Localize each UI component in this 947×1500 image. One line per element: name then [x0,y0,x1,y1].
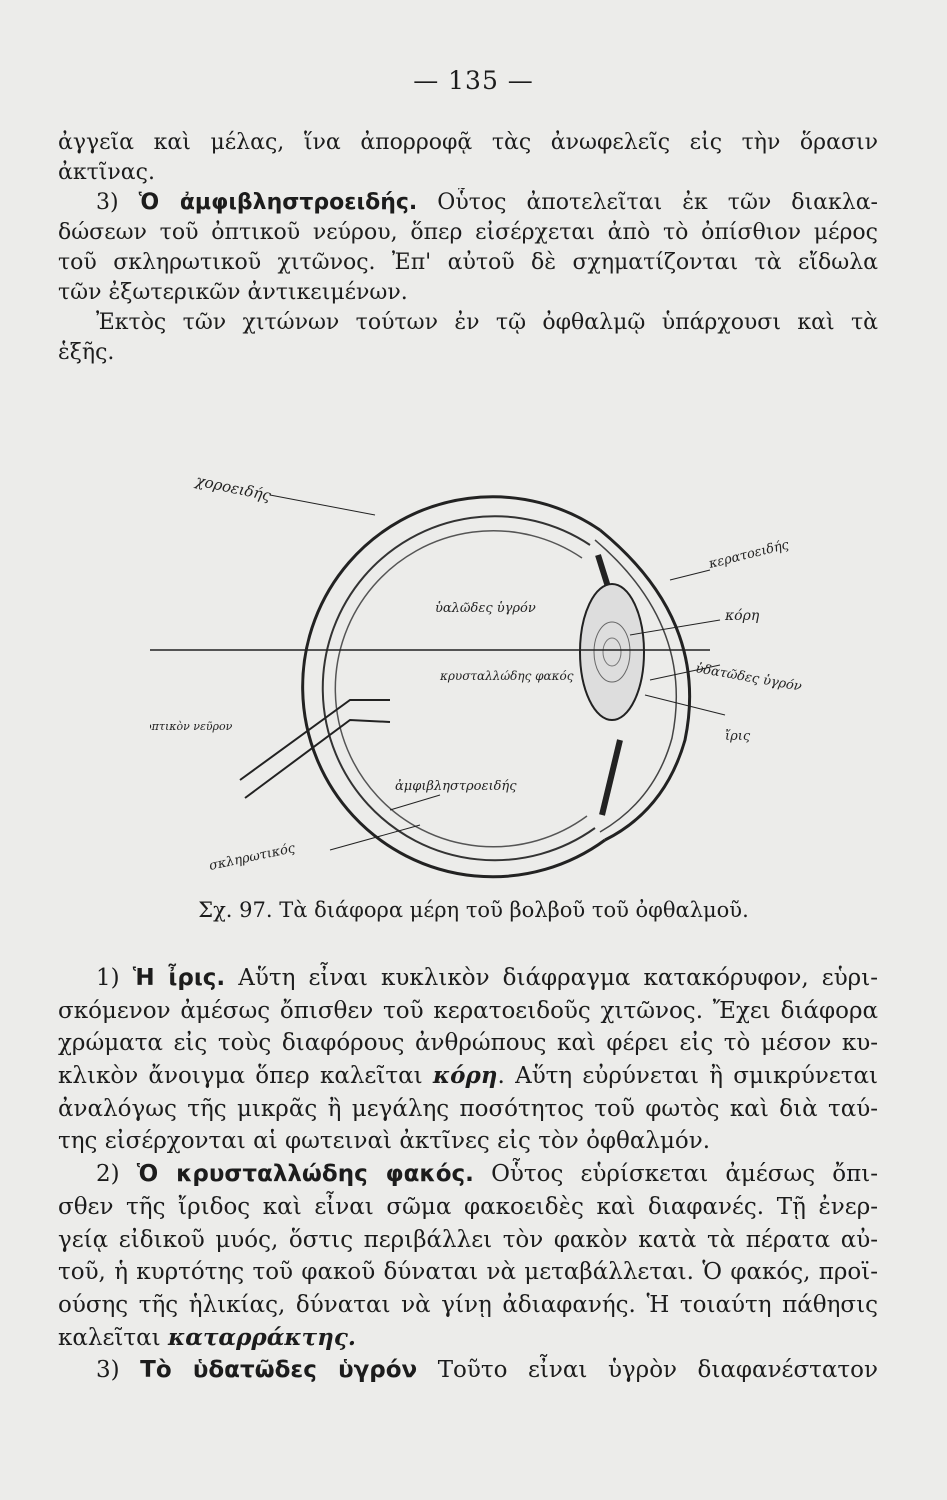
label-vitreous: ὑαλῶδες ὑγρόν [435,601,536,616]
text-line: τοῦ σκληρωτικοῦ χιτῶνος. Ἐπ' αὐτοῦ δὲ σχηματίζονται τὰ εἴδωλα [58,250,878,275]
leader-line [330,825,420,850]
text-line: σθεν τῆς ἴριδος καὶ εἶναι σῶμα φακοειδὲς καὶ διαφανές. Τῇ ἐνερ- [58,1193,878,1220]
bottom-paragraphs [58,962,878,1387]
page-number: — 135 — [413,66,534,95]
text-line: τῶν ἐξωτερικῶν ἀντικειμένων. [58,280,408,305]
text-line: ούσης τῆς ἡλικίας, δύναται νὰ γίνῃ ἀδιαφανής. Ἡ τοιαύτη πάθησις [58,1291,878,1318]
label-aqueous: ὑδατῶδες ὑγρόν [694,661,803,695]
section-heading-line [58,188,878,218]
label-sclera: σκληρωτικός [207,841,297,874]
section-title: Τὸ ὑδατῶδες ὑγρόν [140,1357,418,1384]
eye-diagram-svg [150,440,850,890]
leader-line [270,495,375,515]
section-number: 3) [96,190,119,215]
retina-outline [335,531,587,847]
leader-line [670,570,710,580]
text-line: χρώματα εἰς τοὺς διαφόρους ἀνθρώπους καὶ φέρει εἰς τὸ μέσον κυ- [58,1030,878,1057]
text-line: της εἰσέρχονται αἱ φωτειναὶ ἀκτῖνες εἰς τὸν ὀφθαλμόν. [58,1128,711,1155]
eye-diagram [150,440,850,890]
text-line: γείᾳ εἰδικοῦ μυός, ὅστις περιβάλλει τὸν φακὸν κατὰ τὰ πέρατα αὐ- [58,1226,878,1253]
optic-nerve-upper [240,700,390,780]
choroid-outline [323,516,595,860]
section-number: 2) [96,1161,120,1188]
section-heading-line [58,1354,878,1387]
section-number: 1) [96,965,120,991]
label-lens: κρυσταλλώδης φακός [440,669,574,683]
text-span: Οὗτος εὑρίσκεται ἀμέσως ὄπι- [491,1161,878,1188]
text-line: ἀναλόγως τῆς μικρᾶς ἢ μεγάλης ποσότητος τοῦ φωτὸς καὶ διὰ ταύ- [58,1095,878,1122]
text-span: . Αὕτη εὐρύνεται ἢ σμικρύνεται [497,1063,878,1090]
section-heading-line [58,1158,878,1191]
text-line: δώσεων τοῦ ὀπτικοῦ νεύρου, ὅπερ εἰσέρχεται ἀπὸ τὸ ὀπίσθιον μέρος [58,220,878,245]
text-span: Αὕτη εἶναι κυκλικὸν διάφραγμα κατακόρυφον, εὑρι- [238,965,878,991]
sclera-outline [303,497,605,877]
text-line: τοῦ, ἡ κυρτότης τοῦ φακοῦ δύναται νὰ μεταβάλλεται. Ὁ φακός, προϊ- [58,1259,878,1286]
text-line: ἑξῆς. [58,340,115,365]
section-title: Ὁ κρυσταλλώδης φακός. [136,1161,474,1188]
label-iris: ἴρις [725,729,751,744]
iris-lower [602,740,620,815]
label-cornea: κερατοειδής [707,537,791,572]
lens [580,584,644,720]
label-retina: ἀμφιβληστροειδής [395,779,517,794]
text-line [58,1060,878,1093]
text-span: καλεῖται [58,1324,161,1351]
term-katarraktis: καταρράκτης. [168,1323,356,1351]
figure-caption: Σχ. 97. Τὰ διάφορα μέρη τοῦ βολβοῦ τοῦ ὀφθαλμοῦ. [198,898,749,922]
text-span: Τοῦτο εἶναι ὑγρὸν διαφανέστατον [437,1357,878,1384]
section-title: Ἡ ἶρις. [132,965,226,991]
text-line: σκόμενον ἀμέσως ὄπισθεν τοῦ κερατοειδοῦς χιτῶνος. Ἔχει διάφορα [58,997,878,1024]
top-paragraphs [58,128,878,368]
text-line [58,1322,878,1355]
text-span: Οὗτος ἀποτελεῖται ἐκ τῶν διακλα- [437,190,878,215]
text-line: Ἐκτὸς τῶν χιτώνων τούτων ἐν τῷ ὀφθαλμῷ ὑπάρχουσι καὶ τὰ [96,310,878,335]
term-kori: κόρη [432,1062,498,1090]
section-heading-line [58,962,878,995]
text-span: κλικὸν ἄνοιγμα ὅπερ καλεῖται [58,1063,423,1090]
text-line: ἀκτῖνας. [58,160,155,185]
section-number: 3) [96,1357,120,1384]
text-line: ἀγγεῖα καὶ μέλας, ἵνα ἀπορροφᾷ τὰς ἀνωφελεῖς εἰς τὴν ὅρασιν [58,130,878,155]
label-pupil: κόρη [725,608,760,624]
label-optic-nerve: ὀπτικὸν νεῦρον [150,720,233,733]
leader-line [645,695,725,715]
leader-line [390,795,440,810]
label-choroid: χοροειδής [194,471,273,505]
section-title: Ὁ ἀμφιβληστροειδής. [138,190,418,215]
